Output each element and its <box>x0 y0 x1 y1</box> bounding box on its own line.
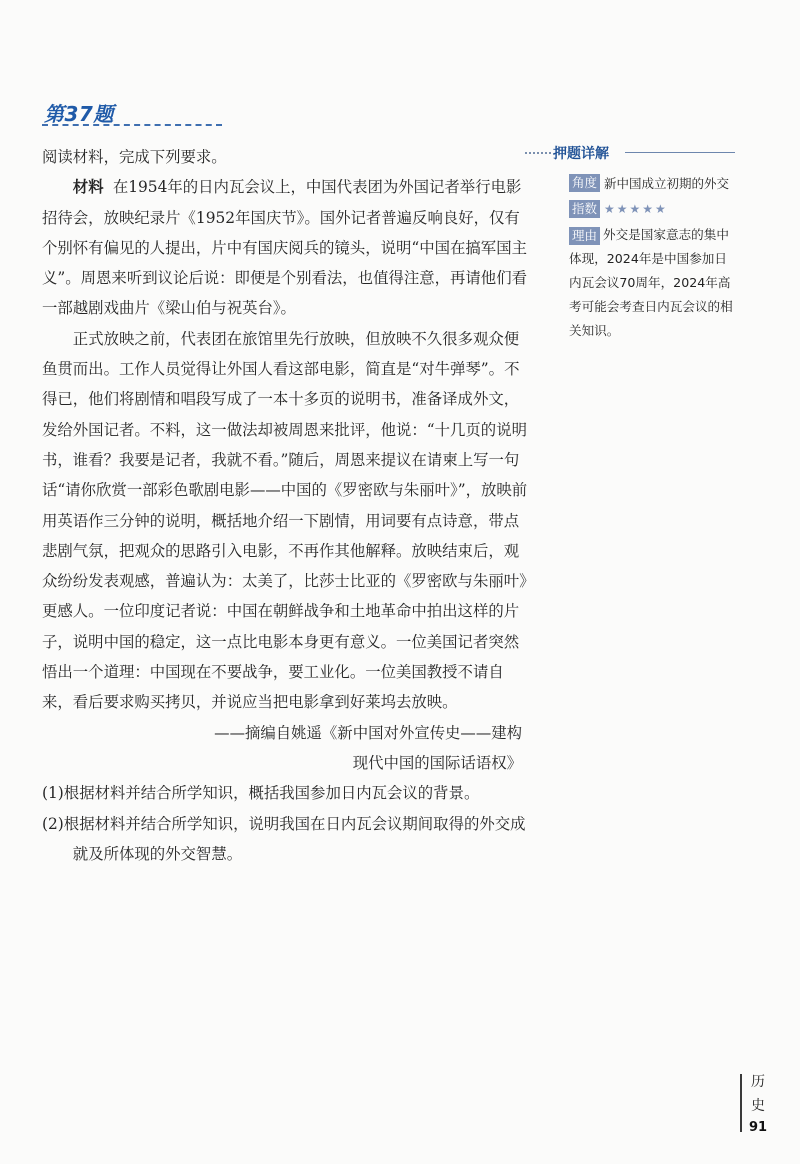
subject-char-2: 史 <box>751 1098 765 1114</box>
angle-tag: 角度 <box>569 174 600 192</box>
angle-text: 新中国成立初期的外交 <box>604 175 730 191</box>
sidebar-header <box>525 140 737 166</box>
reason-tag: 理由 <box>569 227 600 245</box>
sidebar-solid-rule <box>625 152 735 153</box>
index-row <box>569 199 737 219</box>
analysis-sidebar <box>525 140 737 343</box>
question-title: 第37题 <box>44 102 114 126</box>
intro-text: 阅读材料，完成下列要求。 <box>42 148 227 166</box>
material-label: 材料 <box>72 178 104 197</box>
footer-vertical-rule <box>740 1074 742 1132</box>
material-paragraph-1-text: 在1954年的日内瓦会议上，中国代表团为外国记者举行电影招待会，放映纪录片《1952年国庆节》。国外记者普遍反响良好，仅有个别怀有偏见的人提出，片中有国庆阅兵的镜头，说明“中国在搞军国主义”。周恩来听到议论后说：即便是个别看法，也值得注意，再请他们看一部越剧戏曲片《梁山伯与祝英台》。 <box>42 178 527 318</box>
reason-block <box>569 223 739 343</box>
question-item-1: (1)根据材料并结合所学知识，概括我国参加日内瓦会议的背景。 <box>42 784 480 803</box>
source-citation-line-2: 现代中国的国际话语权》 <box>352 753 522 772</box>
page-number: 91 <box>748 1120 768 1135</box>
question-item-2: (2)根据材料并结合所学知识，说明我国在日内瓦会议期间取得的外交成就及所体现的外交智慧。 <box>42 814 526 863</box>
sidebar-title: 押题详解 <box>553 146 609 162</box>
material-paragraph-1 <box>42 172 528 323</box>
material-paragraph-2: 正式放映之前，代表团在旅馆里先行放映，但放映不久很多观众便鱼贯而出。工作人员觉得让外国人看这部电影，简直是“对牛弹琴”。不得已，他们将剧情和唱段写成了一本十多页的说明书，准备译成外文，发给外国记者。不料，这一做法却被周恩来批评，他说：“十几页的说明书，谁看？我要是记者，我就不看。”随后，周恩来提议在请柬上写一句话“请你欣赏一部彩色歌剧电影——中国的《罗密欧与朱丽叶》”，放映前用英语作三分钟的说明，概括地介绍一下剧情，用词要有点诗意，带点悲剧气氛，把观众的思路引入电影，不再作其他解释。放映结束后，观众纷纷发表观感，普遍认为：太美了，比莎士比亚的《罗密欧与朱丽叶》更感人。一位印度记者说：中国在朝鲜战争和土地革命中拍出这样的片子，说明中国的稳定，这一点比电影本身更有意义。一位美国记者突然悟出一个道理：中国现在不要战争，要工业化。一位美国教授不请自来，看后要求购买拷贝，并说应当把电影拿到好莱坞去放映。 <box>42 329 528 712</box>
page-footer <box>746 1070 770 1135</box>
source-citation-line-1: ——摘编自姚遥《新中国对外宣传史——建构 <box>214 723 522 742</box>
angle-row <box>569 172 737 192</box>
index-tag: 指数 <box>569 200 600 218</box>
subject-char-1: 历 <box>751 1074 765 1090</box>
star-rating-icon: ★★★★★ <box>604 202 668 216</box>
title-rule <box>42 124 222 126</box>
question-body <box>42 142 528 869</box>
sidebar-dotted-rule <box>525 152 551 154</box>
reason-text: 外交是国家意志的集中体现，2024年是中国参加日内瓦会议70周年，2024年高考可能会考查日内瓦会议的相关知识。 <box>569 227 733 338</box>
